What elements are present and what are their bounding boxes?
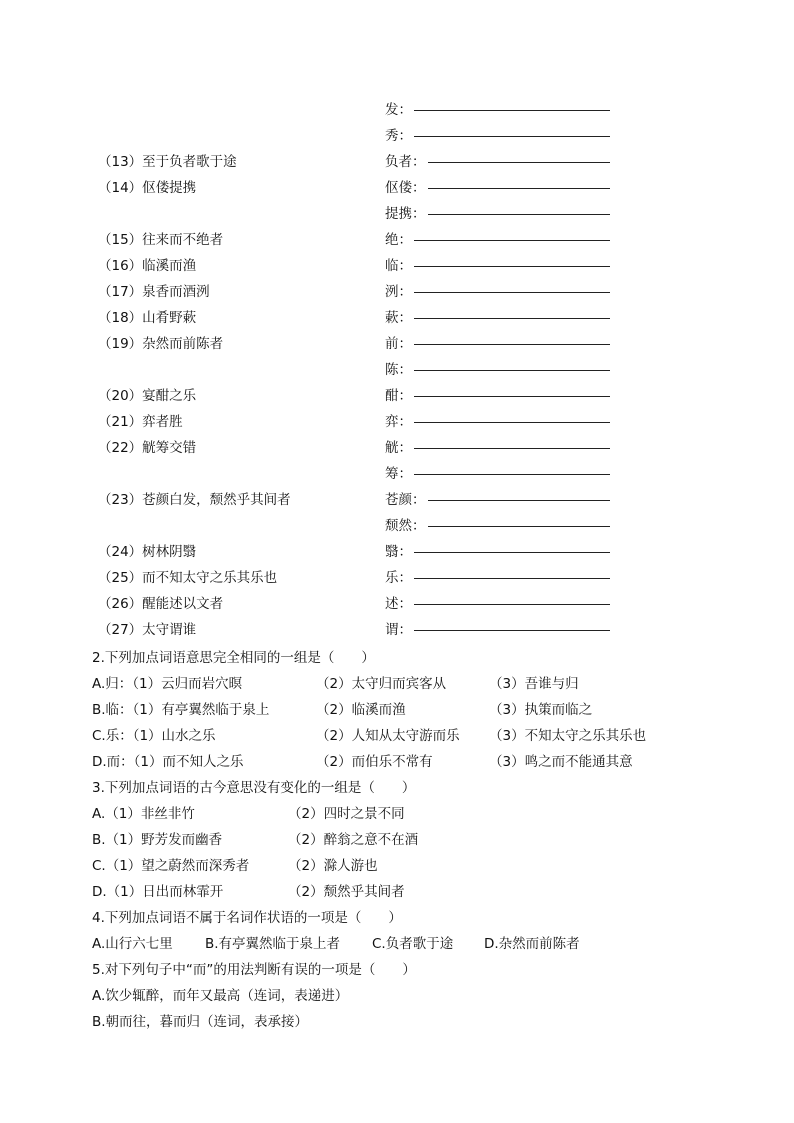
- vocab-row: [0, 250, 794, 276]
- answer-blank-line[interactable]: [414, 474, 610, 475]
- worksheet-page: 发： 秀： （13）至于负者歌于途 负者： （14）伛偻提携 伛偻： 提携： （15）往来而不绝者 绝： （16）临溪而渔 临： （17）泉香而酒洌 洌： （18）山肴野蔌 蔌： （19）杂然而前陈者 前： 陈： （20）宴酣之乐 酣： （21）弈者胜 弈： （22）觥筹交错 觥： 筹： （23）苍颜白发，颓然乎其间者 苍颜： 颓然： （24）树林阴翳 翳： （25）而不知太守之乐其乐也 乐： （26）醒能述以文者 述： （27）太守谓谁 谓： 2.下列加点词语意思完全相同的一组是（ ） A.归：（1）云归而岩穴暝 （2）太守归而宾客从 （3）吾谁与归 B.临：（1）有亭翼然临于泉上 （2）临溪而渔 （3）执策而临之 C.乐：（1）山水之乐 （2）人知从太守游而乐 （3）不知太守之乐其乐也 D.而：（1）而不知人之乐 （2）而伯乐不常有 （3）鸣之而不能通其意 3.下列加点词语的古今意思没有变化的一组是（ ） A.（1）非丝非竹 （2）四时之景不同 B.（1）野芳发而幽香 （2）醉翁之意不在酒 C.（1）望之蔚然而深秀者 （2）滁人游也 D.（1）日出而林霏开 （2）颓然乎其间者 4.下列加点词语不属于名词作状语的一项是（ ） A.山行六七里 B.有亭翼然临于泉上者 C.负者歌于途 D.杂然而前陈者 5.对下列句子中“而”的用法判断有误的一项是（ ） A.饮少辄醉，而年又最高（连词，表递进） B.朝而往，暮而归（连词，表承接）: [0, 0, 794, 1123]
- answer-blank-line[interactable]: [428, 162, 610, 163]
- vocab-row: [0, 562, 794, 588]
- vocab-gloss-label: 蔌：: [385, 310, 412, 326]
- answer-blank-line[interactable]: [414, 396, 610, 397]
- answer-blank-line[interactable]: [428, 526, 610, 527]
- q4-option-a[interactable]: A.山行六七里: [92, 936, 173, 952]
- vocab-row: [0, 614, 794, 640]
- answer-blank-line[interactable]: [414, 604, 610, 605]
- vocab-row: [0, 328, 794, 354]
- vocab-row: [0, 172, 794, 198]
- vocab-term: （16）临溪而渔: [98, 258, 197, 274]
- vocab-gloss-label: 谓：: [385, 622, 412, 638]
- vocab-row: [0, 198, 794, 224]
- vocab-gloss-label: 陈：: [385, 362, 412, 378]
- vocab-gloss-label: 翳：: [385, 544, 412, 560]
- vocab-term: （21）弈者胜: [98, 414, 183, 430]
- vocab-row: [0, 588, 794, 614]
- q2-stem: 2.下列加点词语意思完全相同的一组是（ ）: [92, 650, 375, 666]
- answer-blank-line[interactable]: [414, 448, 610, 449]
- vocab-term: （15）往来而不绝者: [98, 232, 224, 248]
- vocab-row: [0, 224, 794, 250]
- answer-blank-line[interactable]: [414, 240, 610, 241]
- vocab-term: （26）醒能述以文者: [98, 596, 224, 612]
- vocab-gloss-label: 苍颜：: [385, 492, 426, 508]
- q5-stem: 5.对下列句子中“而”的用法判断有误的一项是（ ）: [92, 962, 416, 978]
- vocab-gloss-label: 洌：: [385, 284, 412, 300]
- vocab-term: （19）杂然而前陈者: [98, 336, 224, 352]
- vocab-row: [0, 354, 794, 380]
- vocab-row: [0, 302, 794, 328]
- vocab-row: [0, 276, 794, 302]
- vocab-gloss-label: 筹：: [385, 466, 412, 482]
- q4-option-b[interactable]: B.有亭翼然临于泉上者: [205, 936, 341, 952]
- answer-blank-line[interactable]: [414, 136, 610, 137]
- vocab-term: （13）至于负者歌于途: [98, 154, 237, 170]
- answer-blank-line[interactable]: [414, 370, 610, 371]
- answer-blank-line[interactable]: [414, 318, 610, 319]
- vocab-gloss-label: 前：: [385, 336, 412, 352]
- vocab-row: [0, 510, 794, 536]
- vocab-row: [0, 380, 794, 406]
- vocab-row: [0, 120, 794, 146]
- answer-blank-line[interactable]: [414, 552, 610, 553]
- q5-option-b[interactable]: B.朝而往，暮而归（连词，表承接）: [92, 1014, 309, 1030]
- answer-blank-line[interactable]: [414, 344, 610, 345]
- vocab-row: [0, 484, 794, 510]
- vocab-gloss-label: 伛偻：: [385, 180, 426, 196]
- vocab-term: （14）伛偻提携: [98, 180, 197, 196]
- q4-option-c[interactable]: C.负者歌于途: [372, 936, 454, 952]
- vocab-row: [0, 458, 794, 484]
- answer-blank-line[interactable]: [414, 292, 610, 293]
- vocab-gloss-label: 酣：: [385, 388, 412, 404]
- vocab-row: [0, 94, 794, 120]
- vocab-term: （24）树林阴翳: [98, 544, 197, 560]
- vocab-term: （18）山肴野蔌: [98, 310, 197, 326]
- vocab-term: （23）苍颜白发，颓然乎其间者: [98, 492, 291, 508]
- vocab-gloss-label: 负者：: [385, 154, 426, 170]
- vocab-gloss-label: 述：: [385, 596, 412, 612]
- answer-blank-line[interactable]: [428, 188, 610, 189]
- vocab-gloss-label: 绝：: [385, 232, 412, 248]
- vocab-gloss-label: 颓然：: [385, 518, 426, 534]
- answer-blank-line[interactable]: [414, 422, 610, 423]
- vocab-term: （17）泉香而酒洌: [98, 284, 210, 300]
- vocab-term: （27）太守谓谁: [98, 622, 197, 638]
- answer-blank-line[interactable]: [414, 578, 610, 579]
- vocab-row: [0, 432, 794, 458]
- q5-option-a[interactable]: A.饮少辄醉，而年又最高（连词，表递进）: [92, 988, 349, 1004]
- vocab-gloss-label: 提携：: [385, 206, 426, 222]
- vocab-gloss-label: 临：: [385, 258, 412, 274]
- answer-blank-line[interactable]: [428, 500, 610, 501]
- vocab-term: （25）而不知太守之乐其乐也: [98, 570, 278, 586]
- q4-stem: 4.下列加点词语不属于名词作状语的一项是（ ）: [92, 910, 402, 926]
- answer-blank-line[interactable]: [414, 110, 610, 111]
- vocab-gloss-label: 发：: [385, 102, 412, 118]
- vocab-row: [0, 536, 794, 562]
- vocab-row: [0, 406, 794, 432]
- answer-blank-line[interactable]: [428, 214, 610, 215]
- vocab-gloss-label: 秀：: [385, 128, 412, 144]
- vocab-gloss-label: 乐：: [385, 570, 412, 586]
- vocab-term: （20）宴酣之乐: [98, 388, 197, 404]
- q4-option-d[interactable]: D.杂然而前陈者: [484, 936, 580, 952]
- answer-blank-line[interactable]: [414, 630, 610, 631]
- vocab-gloss-label: 弈：: [385, 414, 412, 430]
- answer-blank-line[interactable]: [414, 266, 610, 267]
- vocab-gloss-label: 觥：: [385, 440, 412, 456]
- q3-stem: 3.下列加点词语的古今意思没有变化的一组是（ ）: [92, 780, 416, 796]
- vocab-term: （22）觥筹交错: [98, 440, 197, 456]
- vocab-row: [0, 146, 794, 172]
